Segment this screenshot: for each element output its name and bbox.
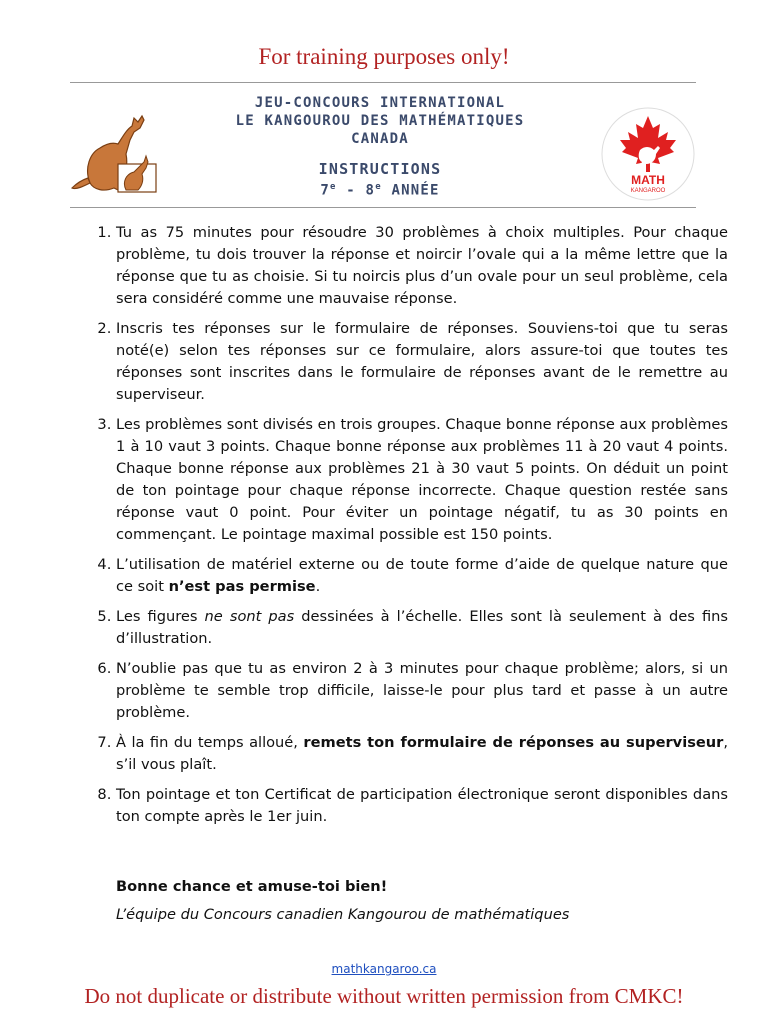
instruction-item: 2. Inscris tes réponses sur le formulaire de réponses. Souviens-toi que tu seras noté(e) selon tes réponses sur ce formulaire, alors assure-toi que toutes tes réponses sont inscrites dans le formulaire de réponses avant de le remettre au superviseur. bbox=[116, 318, 728, 406]
contest-title-line2: LE KANGOUROU DES MATHÉMATIQUES bbox=[235, 113, 525, 129]
math-kangaroo-logo-icon bbox=[600, 106, 696, 202]
instruction-item: 4. L’utilisation de matériel externe ou de toute forme d’aide de quelque nature que ce soit n’est pas permise. bbox=[116, 554, 728, 598]
contest-title-line1: JEU-CONCOURS INTERNATIONAL bbox=[254, 95, 506, 111]
team-signature: L’équipe du Concours canadien Kangourou de mathématiques bbox=[116, 906, 570, 923]
instruction-item: 6. N’oublie pas que tu as environ 2 à 3 minutes pour chaque problème; alors, si un problème te semble trop difficile, laisse-le pour plus tard et passe à un autre problème. bbox=[116, 658, 728, 724]
logo-math-text: MATH bbox=[631, 173, 665, 187]
instruction-item: 7. À la fin du temps alloué, remets ton formulaire de réponses au superviseur, s’il vous plaît. bbox=[116, 732, 728, 776]
instructions-heading: INSTRUCTIONS bbox=[318, 160, 442, 178]
instruction-item: 3. Les problèmes sont divisés en trois groupes. Chaque bonne réponse aux problèmes 1 à 10 vaut 3 points. Chaque bonne réponse aux problèmes 11 à 20 vaut 4 points. Chaque bonne réponse aux problèmes 21 à 30 vaut 5 points. On déduit un point de ton pointage pour chaque réponse incorrecte. Chaque question restée sans réponse vaut 0 point. Pour éviter un pointage négatif, tu as 30 points en commençant. Le pointage maximal possible est 150 points. bbox=[116, 414, 728, 546]
header-top-rule bbox=[70, 82, 696, 83]
good-luck-text: Bonne chance et amuse-toi bien! bbox=[116, 878, 388, 895]
instruction-item: 5. Les figures ne sont pas dessinées à l’échelle. Elles sont là seulement à des fins d’illustration. bbox=[116, 606, 728, 650]
copyright-banner: Do not duplicate or distribute without written permission from CMKC! bbox=[84, 984, 684, 1008]
logo-kangaroo-text: KANGAROO bbox=[630, 188, 666, 194]
grade-level: 7e - 8e ANNÉE bbox=[320, 182, 440, 199]
instruction-item: 8. Ton pointage et ton Certificat de participation électronique seront disponibles dans ton compte après le 1er juin. bbox=[116, 784, 728, 828]
instruction-item: 1. Tu as 75 minutes pour résoudre 30 problèmes à choix multiples. Pour chaque problème, tu dois trouver la réponse et noircir l’ovale qui a la même lettre que la réponse que tu as choisie. Si tu noircis plus d’un ovale pour un seul problème, cela sera considéré comme une mauvaise réponse. bbox=[116, 222, 728, 310]
training-banner: For training purposes only! bbox=[258, 44, 510, 69]
contest-title-line3: CANADA bbox=[351, 131, 409, 147]
instructions-list bbox=[84, 222, 728, 836]
website-link[interactable]: mathkangaroo.ca bbox=[331, 962, 437, 976]
header-bottom-rule bbox=[70, 207, 696, 208]
